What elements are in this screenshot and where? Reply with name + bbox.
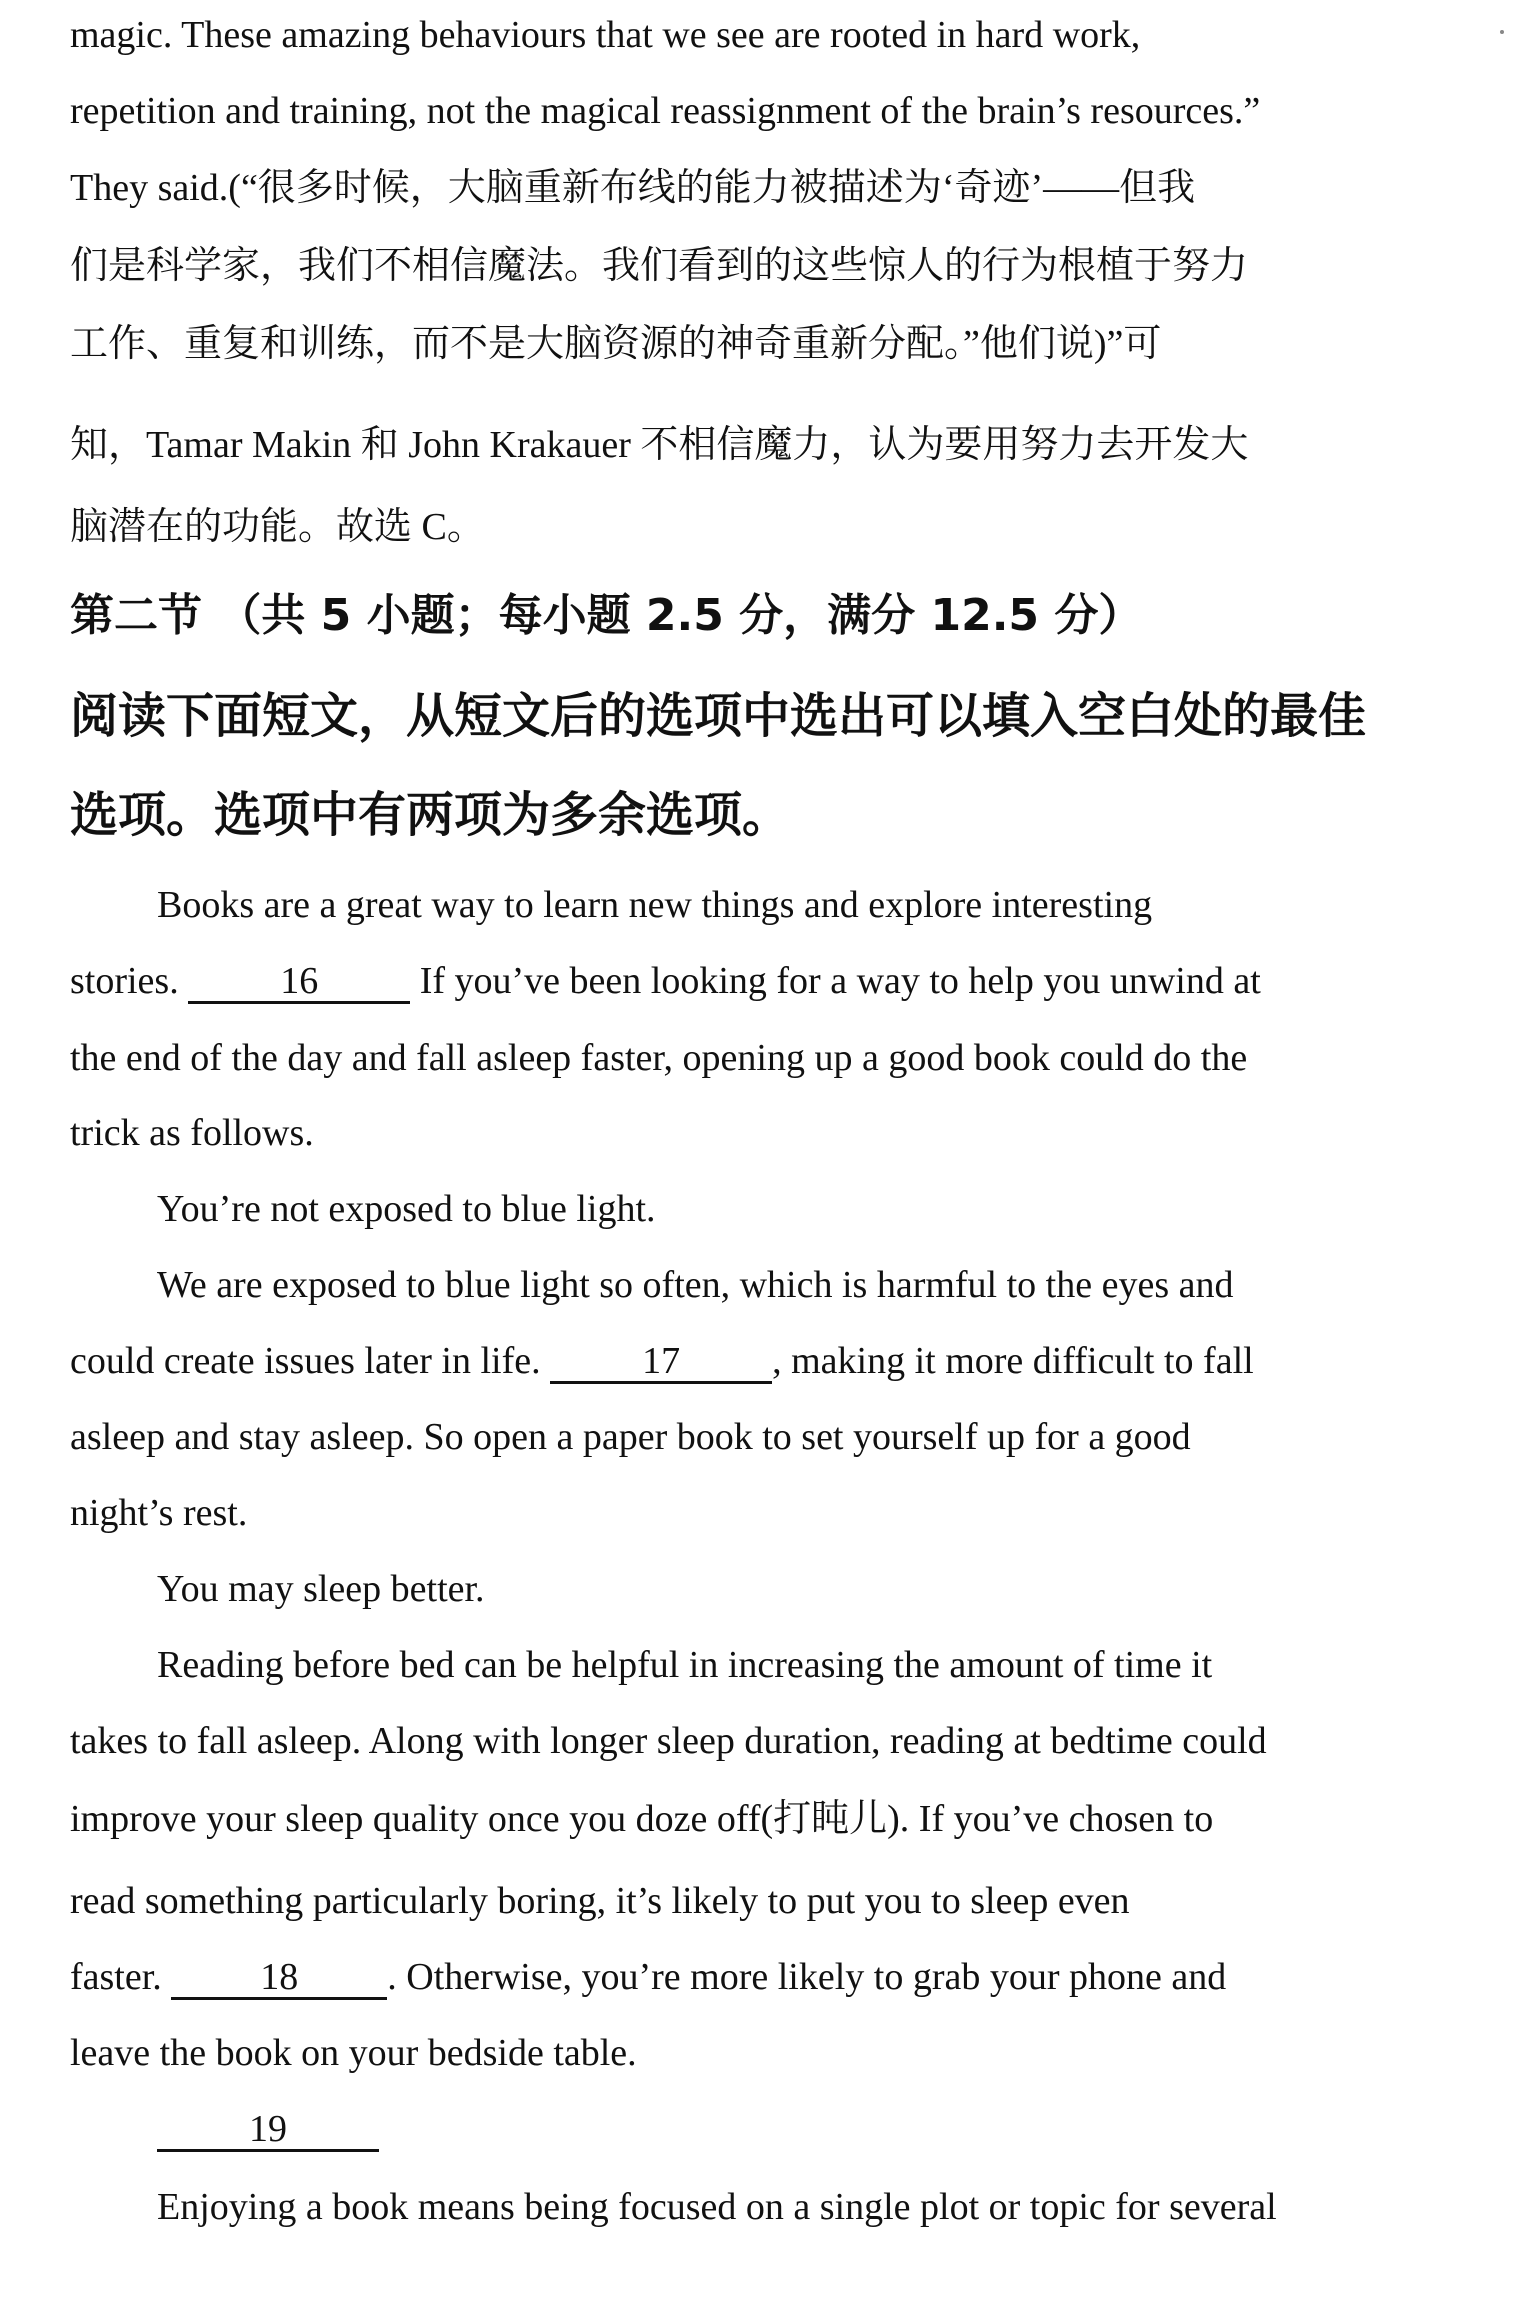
passage-subheading: You’re not exposed to blue light. [157, 1188, 656, 1230]
passage-line: asleep and stay asleep. So open a paper book to set yourself up for a good [70, 1416, 1191, 1458]
explanation-line: They said.(“很多时候，大脑重新布线的能力被描述为‘奇迹’——但我 [70, 167, 1196, 209]
passage-line: trick as follows. [70, 1112, 314, 1154]
section-instruction: 阅读下面短文，从短文后的选项中选出可以填入空白处的最佳 [70, 688, 1367, 744]
passage-line: improve your sleep quality once you doze off(打盹儿). If you’ve chosen to [70, 1798, 1214, 1840]
passage-line: Enjoying a book means being focused on a single plot or topic for several [157, 2186, 1277, 2228]
passage-line: We are exposed to blue light so often, which is harmful to the eyes and [157, 1264, 1234, 1306]
passage-line: takes to fall asleep. Along with longer sleep duration, reading at bedtime could [70, 1720, 1267, 1762]
explanation-line: 工作、重复和训练，而不是大脑资源的神奇重新分配。”他们说)”可 [70, 323, 1162, 365]
passage-line [70, 958, 1261, 1004]
passage-line: read something particularly boring, it’s likely to put you to sleep even [70, 1880, 1130, 1922]
passage-line [70, 1338, 1254, 1384]
passage-text: stories. [70, 960, 189, 1002]
passage-line: the end of the day and fall asleep faster, opening up a good book could do the [70, 1037, 1248, 1079]
blank-18: 18 [171, 1957, 387, 2000]
passage-subheading: You may sleep better. [157, 1568, 485, 1610]
explanation-line: magic. These amazing behaviours that we see are rooted in hard work, [70, 14, 1141, 56]
section-instruction: 选项。选项中有两项为多余选项。 [70, 787, 791, 843]
passage-line [70, 1954, 1226, 2000]
explanation-line: repetition and training, not the magical reassignment of the brain’s resources.” [70, 90, 1261, 132]
passage-text: could create issues later in life. [70, 1340, 551, 1382]
explanation-line: 知，Tamar Makin 和 John Krakauer 不相信魔力，认为要用努力去开发大 [70, 424, 1249, 466]
explanation-line: 脑潜在的功能。故选 C。 [70, 506, 485, 548]
blank-16: 16 [188, 961, 410, 1004]
passage-line: Books are a great way to learn new things and explore interesting [157, 884, 1153, 926]
blank-19: 19 [157, 2109, 379, 2152]
passage-line: leave the book on your bedside table. [70, 2032, 637, 2074]
scan-speck [1500, 30, 1504, 34]
passage-text: , making it more difficult to fall [772, 1340, 1254, 1382]
passage-text: faster. [70, 1956, 172, 1998]
passage-line: Reading before bed can be helpful in increasing the amount of time it [157, 1644, 1213, 1686]
passage-line: night’s rest. [70, 1492, 248, 1534]
passage-text: If you’ve been looking for a way to help you unwind at [410, 960, 1261, 1002]
passage-text: . Otherwise, you’re more likely to grab your phone and [387, 1956, 1227, 1998]
section-heading: 第二节 （共 5 小题；每小题 2.5 分，满分 12.5 分） [70, 590, 1143, 641]
blank-17: 17 [550, 1341, 772, 1384]
passage-line [157, 2106, 379, 2152]
explanation-line: 们是科学家，我们不相信魔法。我们看到的这些惊人的行为根植于努力 [70, 245, 1249, 287]
